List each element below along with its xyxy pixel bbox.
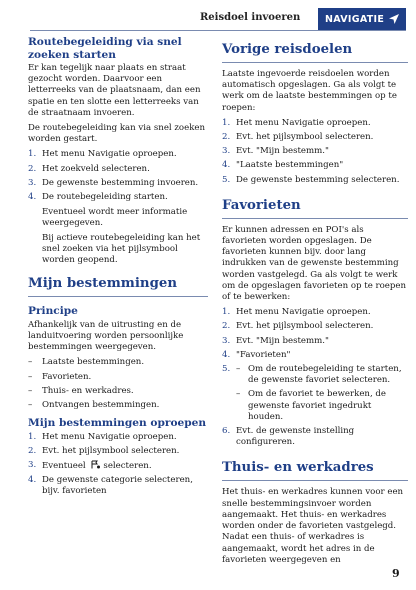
- step-text: "Laatste bestemmingen": [236, 160, 344, 171]
- previous-destinations-text: Laatste ingevoerde reisdoelen worden automatisch opgeslagen. Ga als volgt te werk om de laatste bestemmingen op te roepen:: [222, 69, 397, 113]
- step-number: 4.: [222, 160, 231, 171]
- principle-heading: Principe: [28, 305, 78, 318]
- list-item: [222, 160, 408, 171]
- list-item: [222, 118, 408, 129]
- step-number: 4.: [222, 349, 231, 360]
- list-item: [28, 460, 208, 472]
- chapter-tab-label: NAVIGATIE: [325, 13, 385, 25]
- home-work-heading: Thuis- en werkadres: [222, 460, 408, 481]
- list-item: [222, 426, 408, 448]
- step-text: Het zoekveld selecteren.: [42, 163, 150, 174]
- quick-search-heading: Routebegeleiding via snel zoeken starten: [28, 36, 182, 61]
- favorites-steps: [222, 307, 408, 448]
- step-number: 6.: [222, 426, 231, 437]
- step-active-note: Bij actieve routebegeleiding kan het snel zoeken via het pijlsymbool worden geopend.: [42, 232, 201, 266]
- step-text: De routebegeleiding starten.: [42, 192, 168, 203]
- list-item: [28, 164, 208, 175]
- list-item: [28, 386, 208, 397]
- step-text: De gewenste bestemming selecteren.: [236, 174, 400, 185]
- step-number: 1.: [28, 149, 37, 160]
- list-item: [222, 321, 408, 332]
- list-item: [222, 307, 408, 318]
- quick-search-steps: [28, 149, 208, 203]
- step-text: Evt. het pijlsymbool selecteren.: [236, 321, 374, 332]
- step-text: Evt. het pijlsymbool selecteren.: [42, 445, 180, 456]
- step-text: "Favorieten": [236, 349, 291, 360]
- list-item: [28, 192, 208, 203]
- destination-flag-icon: [90, 460, 101, 469]
- bullet-dash: –: [236, 389, 241, 400]
- list-item: [28, 475, 208, 497]
- list-item: [222, 350, 408, 361]
- step-text: Het menu Navigatie oproepen.: [236, 307, 371, 318]
- list-item: [236, 364, 408, 386]
- list-item: [222, 146, 408, 157]
- page-number: 9: [392, 567, 400, 580]
- step-text: Evt. "Mijn bestemm.": [236, 335, 329, 346]
- step-text: selecteren.: [103, 461, 152, 472]
- step-text: Het menu Navigatie oproepen.: [42, 431, 177, 442]
- step-number: 5.: [222, 174, 231, 185]
- step-number: 4.: [28, 192, 37, 203]
- step-number: 4.: [28, 475, 37, 486]
- step-number: 1.: [222, 117, 231, 128]
- list-item: [28, 357, 208, 368]
- previous-destinations-steps: [222, 118, 408, 186]
- step-text: De gewenste bestemming invoeren.: [42, 177, 199, 188]
- bullet-text: Ontvangen bestemmingen.: [42, 399, 160, 410]
- list-item: [222, 336, 408, 347]
- bullet-text: Om de favoriet te bewerken, de gewenste favoriet ingedrukt houden.: [248, 389, 386, 422]
- bullet-dash: –: [28, 357, 33, 368]
- step-text: De gewenste categorie selecteren, bijv. favorieten: [42, 475, 193, 497]
- step-number: 2.: [222, 321, 231, 332]
- list-item: [222, 364, 408, 423]
- navigation-arrow-icon: [388, 13, 400, 25]
- list-item: [28, 372, 208, 383]
- step-number: 3.: [28, 460, 37, 471]
- quick-search-note: De routebegeleiding kan via snel zoeken worden gestart.: [28, 123, 206, 145]
- right-column: [222, 36, 408, 570]
- bullet-text: Om de routebegeleiding te starten, de gewenste favoriet selecteren.: [248, 364, 402, 386]
- step-number: 1.: [28, 431, 37, 442]
- page-header: [0, 8, 416, 30]
- list-item: [28, 149, 208, 160]
- list-item: [28, 446, 208, 457]
- favorites-text: Er kunnen adressen en POI's als favorieten worden opgeslagen. De favorieten kunnen bijv. door lang indrukken van de gewenste bestemming worden vastgelegd. Ga als volgt te werk om de opgeslagen favorieten op te roepen of te bewerken:: [222, 224, 407, 303]
- open-destinations-heading: Mijn bestemmingen oproepen: [28, 417, 207, 430]
- list-item: [222, 175, 408, 186]
- step-number: 2.: [222, 132, 231, 143]
- favorite-action-list: [236, 364, 408, 423]
- bullet-dash: –: [28, 371, 33, 382]
- list-item: [222, 132, 408, 143]
- step-text: Evt. het pijlsymbool selecteren.: [236, 132, 374, 143]
- step-number: 2.: [28, 163, 37, 174]
- my-destinations-heading: Mijn bestemmingen: [28, 276, 208, 297]
- step-number: 3.: [222, 146, 231, 157]
- step-info-note: Eventueel wordt meer informatie weergegeven.: [42, 207, 188, 229]
- step-text: Evt. de gewenste instelling configureren.: [236, 426, 355, 448]
- step-text: Het menu Navigatie oproepen.: [42, 149, 177, 160]
- quick-search-intro: Er kan tegelijk naar plaats en straat gezocht worden. Daarvoor een letterreeks van de plaatsnaam, dan een spatie en ten slotte een letterreeks van de straatnaam invoeren.: [28, 63, 201, 118]
- bullet-dash: –: [236, 364, 241, 375]
- step-text: Eventueel: [42, 461, 86, 472]
- principle-text: Afhankelijk van de uitrusting en de landuitvoering worden persoonlijke bestemmingen weergegeven.: [28, 319, 184, 353]
- favorites-heading: Favorieten: [222, 198, 408, 219]
- step-text: Het menu Navigatie oproepen.: [236, 117, 371, 128]
- list-item: [236, 389, 408, 423]
- left-column: [28, 36, 208, 502]
- previous-destinations-heading: Vorige reisdoelen: [222, 42, 408, 63]
- header-rule: [30, 30, 406, 31]
- step-number: 2.: [28, 445, 37, 456]
- list-item: [28, 432, 208, 443]
- bullet-text: Favorieten.: [42, 371, 92, 382]
- bullet-text: Thuis- en werkadres.: [42, 385, 134, 396]
- step-text: Evt. "Mijn bestemm.": [236, 146, 329, 157]
- step-number: 1.: [222, 307, 231, 318]
- list-item: [28, 400, 208, 411]
- bullet-dash: –: [28, 399, 33, 410]
- step-number: 3.: [28, 177, 37, 188]
- chapter-tab: [318, 8, 406, 30]
- home-work-text: Het thuis- en werkadres kunnen voor een snelle bestemmingsinvoer worden aangemaakt. Het thuis- en werkadres worden onder de favorieten vastgelegd. Nadat een thuis- of werkadres is aangemaakt, wordt het adres in de favorieten weergegeven en: [222, 487, 404, 565]
- open-destinations-steps: [28, 432, 208, 498]
- step-number: 3.: [222, 335, 231, 346]
- section-title: Reisdoel invoeren: [200, 12, 301, 23]
- list-item: [28, 178, 208, 189]
- step-number: 5.: [222, 364, 231, 375]
- bullet-dash: –: [28, 385, 33, 396]
- bullet-text: Laatste bestemmingen.: [42, 357, 145, 368]
- destination-types-list: [28, 357, 208, 411]
